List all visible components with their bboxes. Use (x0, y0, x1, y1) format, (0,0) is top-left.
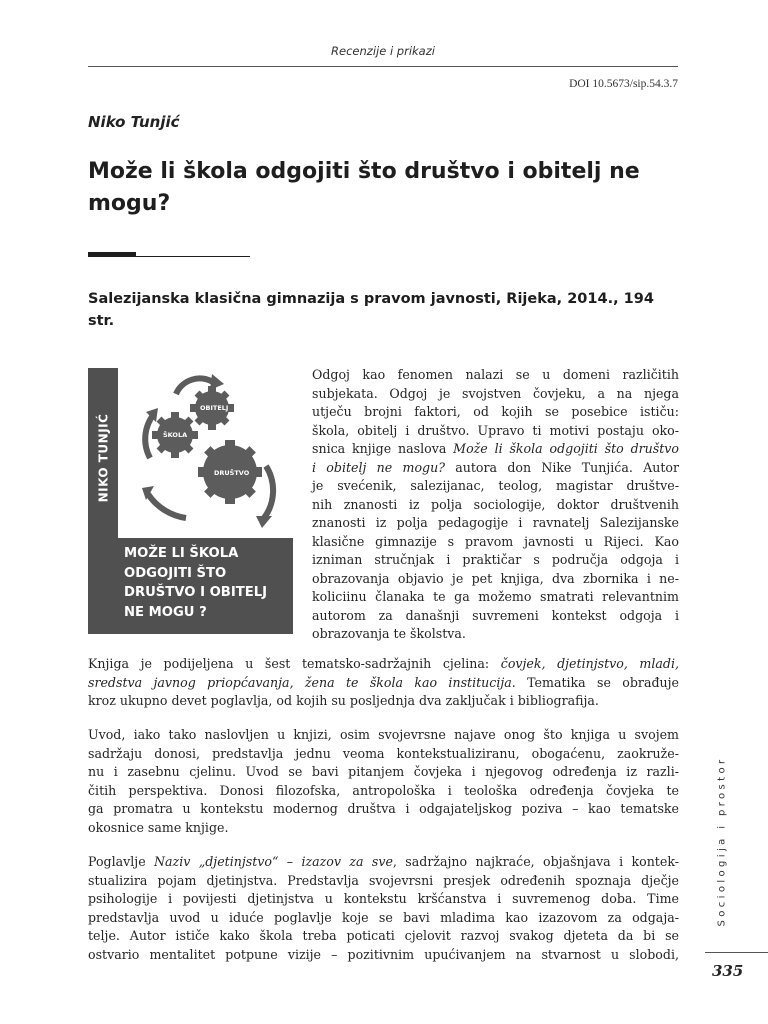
text-line: čitih perspektiva. Donosi filozofska, antropološka i teološka određenja čovjeka te (88, 782, 679, 798)
doi: DOI 10.5673/sip.54.3.7 (569, 78, 678, 90)
text-line: Odgoj kao fenomen nalazi se u domeni različitih (312, 367, 679, 382)
cover-title (124, 544, 289, 622)
gear-label-obitelj: OBITELJ (200, 404, 229, 412)
cover-author-text: NIKO TUNJIĆ (96, 413, 111, 503)
article-author: Niko Tunjić (88, 113, 180, 131)
chapter-title-italic: Naziv „djetinjstvo“ – izazov za sve (154, 854, 393, 869)
cover-title-line: NE MOGU ? (124, 604, 207, 620)
text-line: znanosti iz polja pedagogije i ravnatelj Salezijanske (312, 515, 679, 530)
journal-name: Sociologija i prostor (716, 755, 728, 927)
cover-title-line: MOŽE LI ŠKOLA (124, 546, 239, 561)
text-run: , sadržajno najkraće, objašnjava i kontek- (392, 854, 679, 869)
gear-label-skola: ŠKOLA (163, 431, 188, 439)
text-line: obrazovanja objavio je pet knjiga, dva zbornika i ne- (312, 570, 679, 586)
header-rule (88, 66, 678, 67)
title-rule-thin (136, 256, 250, 257)
text-line: ostvario mentalitet potpune vizije – pozitivnim upućivanjem na stvarnost u slobodi, (88, 946, 679, 962)
paragraph-structure (88, 655, 679, 711)
chapter-list-italic-cont: sredstva javnog priopćavanja, žena te škola kao institucija (88, 674, 512, 690)
text-line: subjekata. Odgoj je svojstven čovjeku, a na njega (312, 385, 679, 401)
book-title-italic: Može li škola odgojiti što društvo (453, 441, 679, 456)
arrow-right (264, 466, 273, 518)
text-line: škola, obitelj i društvo. Upravo ti motivi postaju oko- (312, 422, 679, 438)
paragraph-introduction (88, 726, 679, 837)
text-line: obrazovanja te školstva. (312, 626, 466, 641)
cover-title-line: DRUŠTVO I OBITELJ (124, 585, 268, 600)
text-run: snica knjige naslova (312, 441, 454, 456)
chapter-list-italic: čovjek, djetinjstvo, mladi, (500, 656, 679, 671)
cover-author-vertical (88, 368, 118, 548)
text-run: autora don Nike Tunjića. Autor (444, 459, 680, 475)
gear-label-drustvo: DRUŠTVO (214, 469, 250, 477)
text-line (88, 853, 679, 872)
book-title-italic-cont: i obitelj ne mogu? (312, 459, 445, 475)
text-line: Uvod, iako tako naslovljen u knjizi, osim svojevrsne najave onog što knjiga u svojem (88, 727, 679, 742)
side-rule (705, 952, 768, 953)
text-run: Poglavlje (88, 854, 155, 869)
article-subtitle: Salezijanska klasična gimnazija s pravom javnosti, Rijeka, 2014., 194 str. (88, 291, 654, 329)
text-line: telje. Autor ističe kako škola treba poticati cjelovit razvoj svakog djeteta da bi se (88, 928, 679, 943)
article-title: Može li škola odgojiti što društvo i obitelj ne mogu? (88, 159, 640, 216)
text-line: utječu brojni faktori, od kojih se posebice ističu: (312, 404, 679, 419)
text-line: nih znanosti iz polja sociologije, doktor društvenih (312, 496, 679, 512)
text-run: . Tematika se obrađuje (511, 674, 679, 690)
text-line: nu i zasebnu cjelinu. Uvod se bavi pitanjem čovjeka i njegovog određenja iz razli- (88, 764, 679, 779)
text-line (88, 655, 679, 674)
text-line: klasične gimnazije s pravom javnosti u Rijeci. Kao (312, 533, 679, 549)
running-head: Recenzije i prikazi (331, 44, 435, 58)
text-line: psihologije i povijesti djetinjstva u kontekstu kršćanstva i suvremenog doba. Time (88, 891, 679, 906)
text-line: koliciinu članaka te ga možemo smatrati relevantnim (312, 589, 679, 604)
arrowhead-right (256, 516, 272, 528)
text-line: ga promatra u kontekstu modernog društva i odgajateljskog poziva – kao tematske (88, 801, 679, 816)
text-line (312, 440, 679, 459)
text-line: stualizira pojam djetinjstva. Predstavlja svojevrsni presjek određenih spoznaja dječje (88, 872, 679, 888)
text-run: Knjiga je podijeljena u šest tematsko-sadržajnih cjelina: (88, 656, 501, 671)
text-line: autorom za današnji suvremeni kontekst odgoja i (312, 607, 679, 623)
paragraph-childhood (88, 853, 679, 964)
text-line (88, 674, 679, 693)
text-line: kroz ukupno devet poglavlja, od kojih su posljednja dva zaključak i bibliografija. (88, 693, 599, 708)
book-cover (88, 368, 293, 634)
intro-paragraph (312, 366, 679, 644)
text-line: okosnice same knjige. (88, 819, 229, 835)
journal-name-vertical (712, 742, 732, 940)
cover-title-line: ODGOJITI ŠTO (124, 565, 227, 581)
page-number: 335 (712, 962, 744, 980)
text-line: sadržaju donosi, predstavlja jednu veoma kontekstualiziranu, obogaćenu, zaokruže- (88, 745, 679, 761)
text-line (312, 459, 679, 478)
text-line: je svećenik, salezijanac, teolog, magistar društve- (312, 478, 679, 493)
text-line: izniman stručnjak i praktičar s područja odgoja i (312, 552, 679, 567)
title-rule-thick (88, 252, 136, 257)
text-line: predstavlja uvod u iduće poglavlje koje se bavi mladima kao izazovom za odgaja- (88, 909, 679, 925)
arrow-bottom (148, 494, 186, 518)
